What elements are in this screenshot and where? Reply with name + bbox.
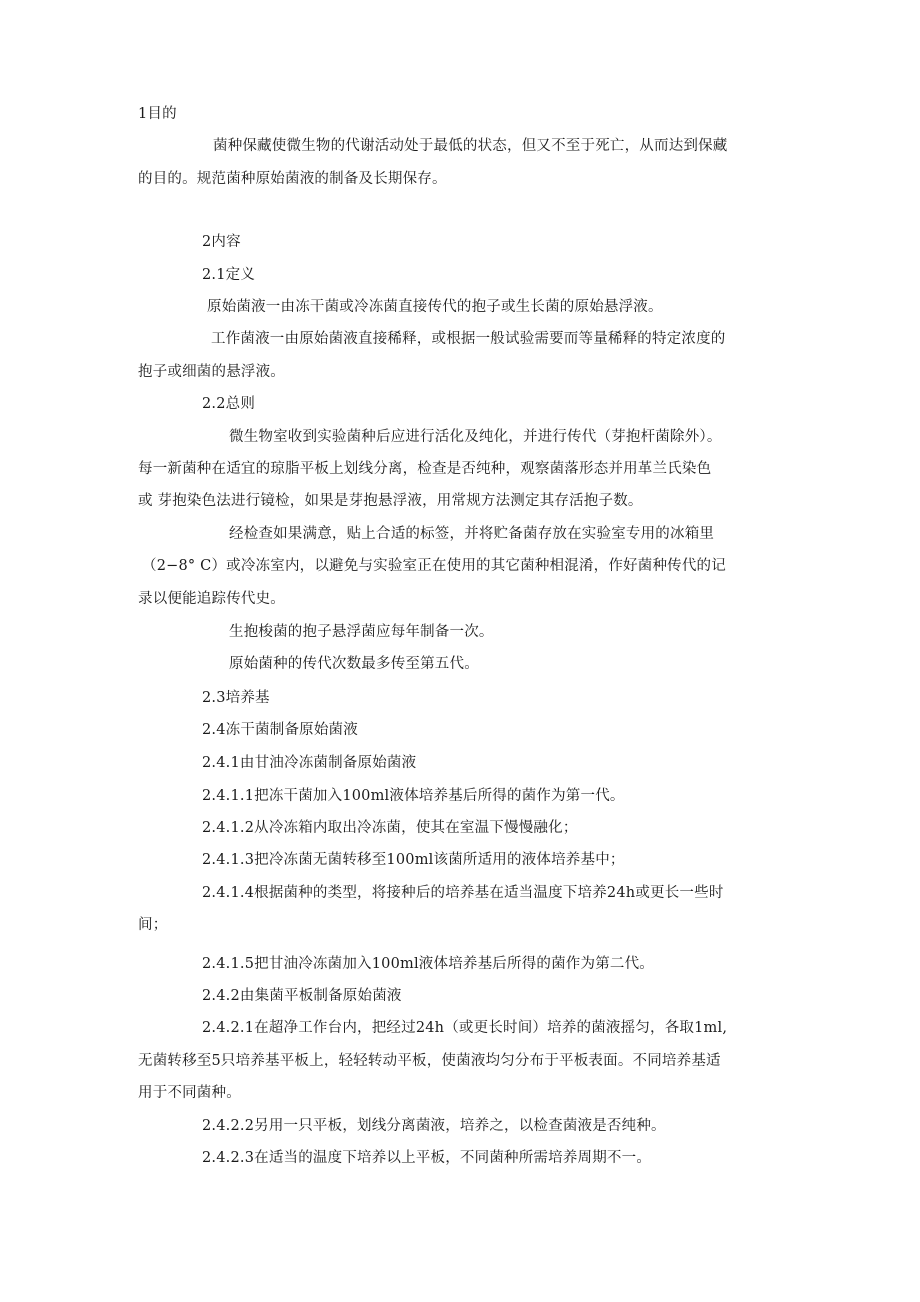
paragraph-line: 录以便能追踪传代史。 xyxy=(138,591,285,607)
paragraph-line: 原始菌种的传代次数最多传至第五代。 xyxy=(229,656,479,672)
section-2-2-heading: 2.2总则 xyxy=(202,396,256,412)
paragraph-line: 原始菌液一由冻干菌或冷冻菌直接传代的抱子或生长菌的原始悬浮液。 xyxy=(207,299,663,315)
paragraph-line: 菌种保藏使微生物的代谢活动处于最低的状态，但又不至于死亡，从而达到保藏 xyxy=(213,138,728,154)
paragraph-line: 2.4.1.1把冻干菌加入100ml液体培养基后所得的菌作为第一代。 xyxy=(202,788,625,804)
paragraph-line: 用于不同菌种。 xyxy=(138,1085,241,1101)
paragraph-line: 2.4.2.1在超净工作台内，把经过24h（或更长时间）培养的菌液摇匀，各取1ml, xyxy=(202,1020,728,1036)
section-2-heading: 2内容 xyxy=(202,234,241,250)
paragraph-line: 经检查如果满意，贴上合适的标签，并将贮备菌存放在实验室专用的冰箱里 xyxy=(229,526,715,542)
paragraph-line: 2.4.1.4根据菌种的类型，将接种后的培养基在适当温度下培养24h或更长一些时 xyxy=(202,885,724,901)
paragraph-line: 每一新菌种在适宜的琼脂平板上划线分离，检查是否纯种，观察菌落形态并用革兰氏染色 xyxy=(138,461,712,477)
section-1-heading: 1目的 xyxy=(138,106,177,122)
paragraph-line: 2.4.1.5把甘油冷冻菌加入100ml液体培养基后所得的菌作为第二代。 xyxy=(202,956,654,972)
paragraph-line: 间； xyxy=(138,917,168,933)
section-2-4-heading: 2.4冻干菌制备原始菌液 xyxy=(202,722,358,738)
paragraph-line: 工作菌液一由原始菌液直接稀释，或根据一般试验需要而等量稀释的特定浓度的 xyxy=(211,331,726,347)
paragraph-line: （2−8° C）或冷冻室内，以避免与实验室正在使用的其它菌种相混淆，作好菌种传代的记 xyxy=(142,558,726,574)
paragraph-line: 无菌转移至5只培养基平板上，轻轻转动平板，使菌液均匀分布于平板表面。不同培养基适 xyxy=(138,1053,721,1069)
paragraph-line: 2.4.1.2从冷冻箱内取出冷冻菌，使其在室温下慢慢融化； xyxy=(202,820,578,836)
section-2-4-2-heading: 2.4.2由集菌平板制备原始菌液 xyxy=(202,988,402,1004)
paragraph-line: 抱子或细菌的悬浮液。 xyxy=(138,364,285,380)
paragraph-line: 2.4.2.3在适当的温度下培养以上平板，不同菌种所需培养周期不一。 xyxy=(202,1150,652,1166)
paragraph-line: 微生物室收到实验菌种后应进行活化及纯化，并进行传代（芽抱杆菌除外）。 xyxy=(229,429,722,445)
paragraph-line: 2.4.2.2另用一只平板，划线分离菌液，培养之，以检查菌液是否纯种。 xyxy=(202,1118,666,1134)
paragraph-line: 的目的。规范菌种原始菌液的制备及长期保存。 xyxy=(138,171,447,187)
paragraph-line: 2.4.1.3把冷冻菌无菌转移至100ml该菌所适用的液体培养基中； xyxy=(202,852,625,868)
paragraph-line: 生抱梭菌的抱子悬浮菌应每年制备一次。 xyxy=(229,624,494,640)
paragraph-line: 或 芽抱染色法进行镜检，如果是芽抱悬浮液，用常规方法测定其存活抱子数。 xyxy=(138,493,643,509)
section-2-3-heading: 2.3培养基 xyxy=(202,690,270,706)
section-2-4-1-heading: 2.4.1由甘油冷冻菌制备原始菌液 xyxy=(202,755,417,771)
section-2-1-heading: 2.1定义 xyxy=(202,267,256,283)
